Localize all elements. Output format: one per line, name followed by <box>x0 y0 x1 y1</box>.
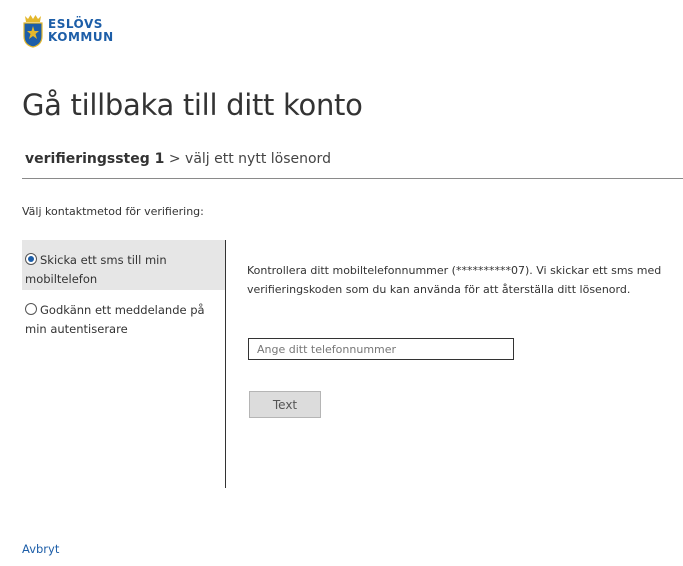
next-step: välj ett nytt lösenord <box>185 151 331 167</box>
brand-name-line2: KOMMUN <box>48 30 114 44</box>
option-authenticator[interactable] <box>22 290 225 343</box>
current-step: verifieringssteg 1 <box>25 151 165 167</box>
radio-unchecked-icon[interactable] <box>25 303 37 315</box>
brand-name-line1: ESLÖVS <box>48 17 103 31</box>
header-divider <box>22 178 683 179</box>
step-breadcrumb <box>25 151 331 167</box>
contact-method-list <box>22 240 226 488</box>
radio-checked-icon[interactable] <box>25 253 37 265</box>
eslov-logo <box>22 14 114 48</box>
send-text-button[interactable]: Text <box>249 391 321 418</box>
phone-number-input[interactable] <box>248 338 514 360</box>
brand-name <box>48 18 114 44</box>
option-sms-label: Skicka ett sms till min mobiltelefon <box>25 253 167 286</box>
option-authenticator-label: Godkänn ett meddelande på min autentiserare <box>25 303 205 336</box>
step-separator: > <box>164 151 186 167</box>
coat-of-arms-icon <box>22 14 44 48</box>
option-sms[interactable] <box>22 240 225 290</box>
sms-description: Kontrollera ditt mobiltelefonnummer (**********07). Vi skickar ett sms med verifieringskoden som du kan använda för att återställa ditt lösenord. <box>247 264 662 296</box>
cancel-link[interactable]: Avbryt <box>22 542 60 556</box>
page-title: Gå tillbaka till ditt konto <box>22 88 363 122</box>
contact-method-prompt: Välj kontaktmetod för verifiering: <box>22 205 204 218</box>
